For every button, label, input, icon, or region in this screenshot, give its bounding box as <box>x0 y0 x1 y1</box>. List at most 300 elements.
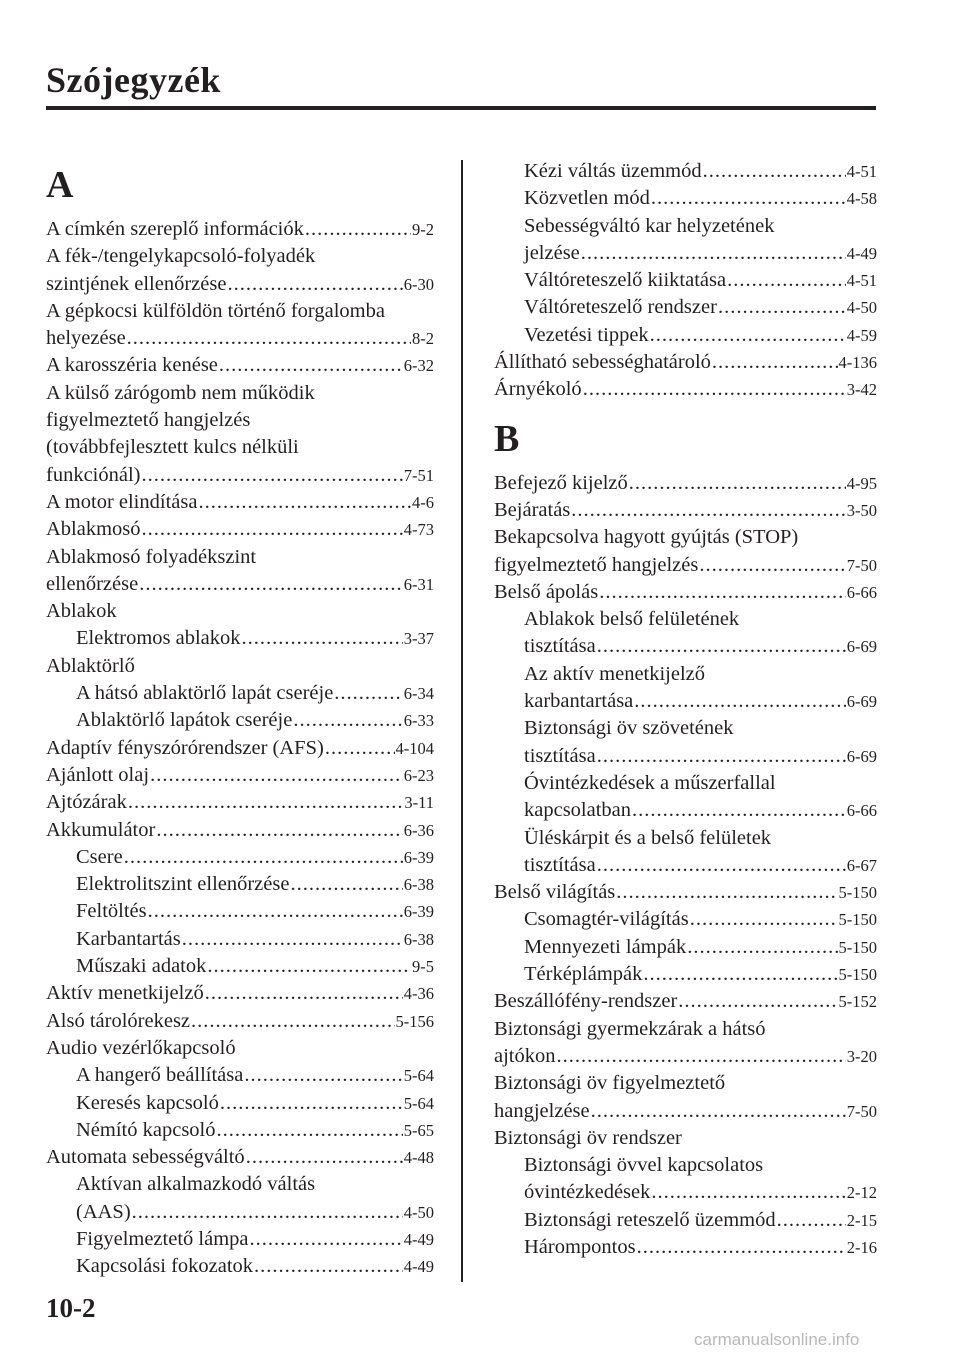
index-line <box>46 817 434 844</box>
page-reference: 4-6 <box>412 492 434 512</box>
page-reference: 6-69 <box>846 746 877 766</box>
index-line <box>494 349 877 376</box>
index-entry[interactable] <box>46 544 434 599</box>
page-reference: 5-150 <box>838 965 877 985</box>
index-line <box>494 1125 877 1152</box>
index-entry[interactable] <box>46 680 434 707</box>
dot-leader <box>205 980 403 1007</box>
index-entry[interactable] <box>46 898 434 925</box>
dot-leader <box>254 1253 403 1280</box>
entry-text: A gépkocsi külföldön történő forgalomba <box>46 299 385 322</box>
index-column-left <box>46 152 434 1281</box>
index-entry[interactable] <box>494 579 877 606</box>
entry-text: karbantartása <box>524 690 634 713</box>
entry-text: kapcsolatban <box>524 799 632 822</box>
index-line <box>46 598 434 625</box>
index-entry[interactable] <box>494 715 877 770</box>
dot-leader <box>712 349 838 376</box>
section-letter: B <box>494 417 520 460</box>
entry-text: Árnyékoló <box>494 378 582 401</box>
page-reference: 6-69 <box>846 692 877 712</box>
index-entry[interactable] <box>494 322 877 349</box>
index-line <box>46 243 434 270</box>
entry-text: Némító kapcsoló <box>76 1118 216 1141</box>
dot-leader <box>293 707 402 734</box>
page-reference: 9-2 <box>412 220 434 239</box>
index-entry[interactable] <box>46 735 434 762</box>
entry-text: Kapcsolási fokozatok <box>76 1255 254 1278</box>
dot-leader <box>207 953 411 980</box>
page-reference: 4-49 <box>403 1257 434 1277</box>
index-entry[interactable] <box>494 770 877 825</box>
entry-text: Sebességváltó kar helyzetének <box>524 214 775 237</box>
index-line <box>46 407 434 434</box>
index-entry[interactable] <box>494 988 877 1015</box>
index-line <box>494 770 877 797</box>
entry-text: Keresés kapcsoló <box>76 1091 219 1114</box>
entry-text: ellenőrzése <box>46 572 139 595</box>
index-entry[interactable] <box>46 1062 434 1089</box>
index-line <box>494 1098 877 1125</box>
index-entry[interactable] <box>494 524 877 579</box>
dot-leader <box>128 789 404 816</box>
page-reference: 4-50 <box>403 1202 434 1222</box>
entry-text: Biztonsági reteszelő üzemmód <box>524 1208 776 1231</box>
index-entry[interactable] <box>494 294 877 321</box>
index-line <box>46 544 434 571</box>
index-entry[interactable] <box>494 825 877 880</box>
dot-leader <box>124 844 403 871</box>
index-line <box>494 579 877 606</box>
entry-text: A hátsó ablaktörlő lapát cseréje <box>76 682 334 705</box>
dot-leader <box>599 579 846 606</box>
index-line <box>494 1234 877 1261</box>
dot-leader <box>242 625 403 652</box>
dot-leader <box>325 735 395 762</box>
index-line <box>494 294 877 321</box>
dot-leader <box>571 497 845 524</box>
entry-text: Belső ápolás <box>494 580 599 603</box>
index-entry[interactable] <box>46 707 434 734</box>
page-reference: 6-69 <box>846 637 877 657</box>
index-entry[interactable] <box>494 349 877 376</box>
index-entry[interactable] <box>46 1090 434 1117</box>
index-line <box>494 934 877 961</box>
index-entry[interactable] <box>494 1016 877 1071</box>
entry-text: Feltöltés <box>76 900 147 923</box>
index-line <box>494 1043 877 1070</box>
dot-leader <box>597 743 846 770</box>
page-number: 10-2 <box>46 1293 96 1323</box>
index-entry[interactable] <box>46 625 434 652</box>
page-reference: 6-38 <box>403 929 434 949</box>
entry-text: Aktív menetkijelző <box>46 982 204 1005</box>
dot-leader <box>557 1043 846 1070</box>
index-line <box>494 376 877 403</box>
entry-text: Alsó tárolórekesz <box>46 1009 191 1032</box>
index-entry[interactable] <box>494 934 877 961</box>
index-entry[interactable] <box>46 1144 434 1171</box>
dot-leader <box>148 898 403 925</box>
index-entry[interactable] <box>494 213 877 268</box>
dot-leader <box>290 871 402 898</box>
dot-leader <box>198 489 411 516</box>
entry-text: A külső zárógomb nem működik <box>46 381 315 404</box>
dot-leader <box>637 1234 846 1261</box>
entry-text: (AAS) <box>76 1200 131 1223</box>
entry-text: Ablakmosó folyadékszint <box>46 545 257 568</box>
index-entry[interactable] <box>46 926 434 953</box>
entry-text: Csere <box>76 845 123 868</box>
page-reference: 5-152 <box>838 992 877 1012</box>
entry-text: Váltóreteszelő rendszer <box>524 296 717 319</box>
entry-text: Automata sebességváltó <box>46 1146 245 1169</box>
index-line <box>494 961 877 988</box>
page-reference: 6-36 <box>403 820 434 840</box>
page-reference: 5-150 <box>838 910 877 930</box>
entry-text: Az aktív menetkijelző <box>524 662 706 685</box>
entry-text: Biztonsági gyermekzárak a hátsó <box>494 1017 766 1040</box>
entry-text: tisztítása <box>524 853 596 876</box>
index-line <box>494 322 877 349</box>
dot-leader <box>246 1144 403 1171</box>
index-entry[interactable] <box>46 762 434 789</box>
page-reference: 5-64 <box>403 1093 434 1113</box>
entry-text: Ablaktörlő <box>46 654 135 677</box>
entry-text: Bejáratás <box>494 498 571 521</box>
page-reference: 7-50 <box>846 1101 877 1121</box>
index-line <box>494 240 877 267</box>
entry-text: A címkén szereplő információk <box>46 218 304 240</box>
entry-text: helyezése <box>46 327 126 350</box>
index-line <box>46 707 434 734</box>
entry-text: Audio vezérlőkapcsoló <box>46 1036 236 1059</box>
index-line <box>46 1199 434 1226</box>
dot-leader <box>651 1179 845 1206</box>
index-line <box>494 1016 877 1043</box>
entry-text: Ajánlott olaj <box>46 763 150 786</box>
index-line <box>494 497 877 524</box>
page-reference: 6-67 <box>846 855 877 875</box>
page-reference: 4-48 <box>403 1148 434 1168</box>
entry-text: Elektrolitszint ellenőrzése <box>76 873 290 896</box>
index-entry[interactable] <box>46 1226 434 1253</box>
entry-text: Üléskárpit és a belső felületek <box>524 826 772 849</box>
index-line <box>494 688 877 715</box>
entry-text: A hangerő beállítása <box>76 1064 244 1087</box>
page-reference: 4-58 <box>846 189 877 209</box>
entry-text: tisztítása <box>524 744 596 767</box>
entry-text: Állítható sebességhatároló <box>494 351 711 374</box>
index-entry[interactable] <box>494 1070 877 1125</box>
index-line <box>46 325 434 352</box>
dot-leader <box>227 271 402 298</box>
page-reference: 9-5 <box>412 957 434 977</box>
entry-text: Műszaki adatok <box>76 955 207 978</box>
entry-text: Aktívan alkalmazkodó váltás <box>76 1173 316 1196</box>
page-reference: 5-64 <box>403 1066 434 1086</box>
index-line <box>494 213 877 240</box>
entry-text: Elektromos ablakok <box>76 627 241 650</box>
index-line <box>46 271 434 298</box>
page-reference: 3-50 <box>846 500 877 520</box>
page-title: Szójegyzék <box>46 60 221 100</box>
index-entry[interactable] <box>46 1008 434 1035</box>
index-entry[interactable] <box>494 1152 877 1207</box>
index-entry[interactable] <box>494 661 877 716</box>
entry-text: Biztonsági övvel kapcsolatos <box>524 1154 764 1177</box>
entry-text: Kézi váltás üzemmód <box>524 160 702 182</box>
page-reference: 4-104 <box>395 738 434 758</box>
dot-leader <box>244 1062 402 1089</box>
entry-text: Ajtózárak <box>46 791 127 814</box>
entry-text: Befejező kijelző <box>494 471 628 494</box>
index-line <box>46 1144 434 1171</box>
index-line <box>46 762 434 789</box>
entry-text: Karbantartás <box>76 927 181 950</box>
index-line <box>46 216 434 243</box>
index-entry[interactable] <box>46 489 434 516</box>
entry-text: ajtókon <box>494 1044 556 1067</box>
entry-text: Ablakok <box>46 600 117 623</box>
page-reference: 4-50 <box>846 298 877 318</box>
index-line <box>46 625 434 652</box>
page-reference: 7-50 <box>846 555 877 575</box>
entry-text: óvintézkedések <box>524 1181 651 1204</box>
entry-text: Mennyezeti lámpák <box>524 935 687 958</box>
index-line <box>494 715 877 742</box>
dot-leader <box>616 879 837 906</box>
dot-leader <box>182 926 403 953</box>
index-entry[interactable] <box>46 1171 434 1226</box>
dot-leader <box>150 762 403 789</box>
page-reference: 3-42 <box>846 380 877 400</box>
page-reference: 5-150 <box>838 937 877 957</box>
page-reference: 4-49 <box>403 1229 434 1249</box>
entry-text: figyelmeztető hangjelzés <box>494 553 699 576</box>
index-line <box>46 1253 434 1280</box>
index-entry[interactable] <box>494 267 877 294</box>
entry-text: Csomagtér-világítás <box>524 908 689 931</box>
index-line <box>46 571 434 598</box>
dot-leader <box>583 376 846 403</box>
index-line <box>46 735 434 762</box>
page-reference: 6-38 <box>403 875 434 895</box>
dot-leader <box>632 797 846 824</box>
index-line <box>494 661 877 688</box>
entry-text: Bekapcsolva hagyott gyújtás (STOP) <box>494 526 799 549</box>
index-line <box>494 743 877 770</box>
index-line <box>46 653 434 680</box>
page-reference: 6-33 <box>403 711 434 731</box>
index-line <box>46 1117 434 1144</box>
index-entry[interactable] <box>46 598 434 625</box>
dot-leader <box>777 1207 846 1234</box>
index-line <box>494 988 877 1015</box>
dot-leader <box>678 988 837 1015</box>
index-entry[interactable] <box>494 158 877 185</box>
entry-text: Biztonsági öv figyelmeztető <box>494 1072 726 1095</box>
entry-text: A karosszéria kenése <box>46 354 218 377</box>
entry-text: Figyelmeztető lámpa <box>76 1227 249 1250</box>
entry-text: Közvetlen mód <box>524 187 650 210</box>
index-line <box>46 380 434 407</box>
index-line <box>46 516 434 543</box>
index-entry[interactable] <box>46 243 434 298</box>
page-reference: 4-136 <box>838 353 877 373</box>
index-line <box>494 1207 877 1234</box>
index-line <box>494 552 877 579</box>
entry-text: A fék-/tengelykapcsoló-folyadék <box>46 245 316 268</box>
index-line <box>46 462 434 489</box>
dot-leader <box>687 934 837 961</box>
index-line <box>494 524 877 551</box>
dot-leader <box>250 1226 403 1253</box>
entry-text: Adaptív fényszórórendszer (AFS) <box>46 736 324 759</box>
index-entry[interactable] <box>46 844 434 871</box>
page-reference: 8-2 <box>412 329 434 349</box>
section-letter: A <box>46 164 74 206</box>
watermark: carmanualsonline.info <box>694 1330 860 1349</box>
index-line <box>46 434 434 461</box>
index-entry[interactable] <box>494 470 877 497</box>
entry-text: Biztonsági öv rendszer <box>494 1126 682 1149</box>
index-line <box>46 1062 434 1089</box>
index-entry[interactable] <box>494 906 877 933</box>
index-line <box>46 789 434 816</box>
entry-text: Belső világítás <box>494 881 616 904</box>
dot-leader <box>217 1117 403 1144</box>
index-line <box>46 926 434 953</box>
index-entry[interactable] <box>494 961 877 988</box>
dot-leader <box>629 470 846 497</box>
dot-leader <box>219 352 403 379</box>
index-entry[interactable] <box>494 1125 877 1152</box>
index-entry[interactable] <box>46 352 434 379</box>
page-reference: 6-39 <box>403 902 434 922</box>
page-reference: 6-34 <box>403 684 434 704</box>
dot-leader <box>690 906 838 933</box>
dot-leader <box>634 688 845 715</box>
dot-leader <box>591 1098 846 1125</box>
index-entry[interactable] <box>46 817 434 844</box>
dot-leader <box>650 322 846 349</box>
entry-text: Váltóreteszelő kiiktatása <box>524 269 727 292</box>
header-rule <box>46 106 876 110</box>
page-reference: 4-59 <box>846 325 877 345</box>
index-entry[interactable] <box>494 879 877 906</box>
entry-text: szintjének ellenőrzése <box>46 272 227 295</box>
index-entry[interactable] <box>46 516 434 543</box>
index-line <box>494 185 877 212</box>
index-line <box>46 1008 434 1035</box>
index-column-right <box>494 158 877 1261</box>
index-line <box>46 953 434 980</box>
index-line <box>46 1035 434 1062</box>
index-entry[interactable] <box>46 1035 434 1062</box>
index-entry[interactable] <box>46 789 434 816</box>
page-reference: 7-51 <box>403 465 434 485</box>
index-entry[interactable] <box>46 216 434 243</box>
index-entry[interactable] <box>46 380 434 489</box>
dot-leader <box>191 1008 394 1035</box>
page-reference: 6-23 <box>403 765 434 785</box>
index-line <box>494 1179 877 1206</box>
entry-text: Akkumulátor <box>46 818 156 841</box>
page-reference: 6-39 <box>403 847 434 867</box>
page-reference: 4-51 <box>846 271 877 291</box>
dot-leader <box>651 185 846 212</box>
dot-leader <box>334 680 402 707</box>
page-reference: 5-65 <box>403 1120 434 1140</box>
entry-text: Ablakmosó <box>46 518 141 541</box>
index-entry[interactable] <box>494 1234 877 1261</box>
index-entry[interactable] <box>46 980 434 1007</box>
index-line <box>46 844 434 871</box>
index-line <box>46 298 434 325</box>
page-reference: 6-66 <box>846 582 877 602</box>
index-entry[interactable] <box>494 376 877 403</box>
dot-leader <box>132 1199 403 1226</box>
index-line <box>494 825 877 852</box>
index-line <box>494 906 877 933</box>
index-line <box>494 470 877 497</box>
index-entry[interactable] <box>494 606 877 661</box>
index-entry[interactable] <box>46 871 434 898</box>
index-line <box>46 680 434 707</box>
index-line <box>46 898 434 925</box>
page-reference: 5-156 <box>395 1011 434 1031</box>
page-reference: 6-31 <box>403 574 434 594</box>
index-entry[interactable] <box>46 298 434 353</box>
dot-leader <box>305 216 411 243</box>
page-reference: 6-66 <box>846 801 877 821</box>
index-line <box>494 606 877 633</box>
page-reference: 3-11 <box>404 793 434 813</box>
index-line <box>494 879 877 906</box>
entry-text: Vezetési tippek <box>524 323 649 346</box>
index-line <box>46 489 434 516</box>
column-divider <box>461 160 463 1282</box>
entry-text: hangjelzése <box>494 1099 590 1122</box>
dot-leader <box>220 1090 403 1117</box>
index-line <box>494 1070 877 1097</box>
dot-leader <box>597 852 846 879</box>
index-entry[interactable] <box>46 953 434 980</box>
index-line <box>46 1226 434 1253</box>
entry-text: Hárompontos <box>524 1235 636 1258</box>
page-reference: 2-12 <box>846 1183 877 1203</box>
index-entry[interactable] <box>494 1207 877 1234</box>
page-reference: 2-15 <box>846 1210 877 1230</box>
dot-leader <box>699 552 845 579</box>
index-entry[interactable] <box>494 497 877 524</box>
index-line <box>46 1090 434 1117</box>
index-entry[interactable] <box>46 1117 434 1144</box>
dot-leader <box>727 267 846 294</box>
index-entry[interactable] <box>494 185 877 212</box>
index-entry[interactable] <box>46 653 434 680</box>
page-reference: 4-36 <box>403 984 434 1004</box>
index-entry[interactable] <box>46 1253 434 1280</box>
index-line <box>494 797 877 824</box>
page-reference: 4-51 <box>846 162 877 181</box>
index-line <box>494 267 877 294</box>
index-line <box>46 980 434 1007</box>
dot-leader <box>127 325 411 352</box>
dot-leader <box>703 158 846 185</box>
dot-leader <box>718 294 846 321</box>
